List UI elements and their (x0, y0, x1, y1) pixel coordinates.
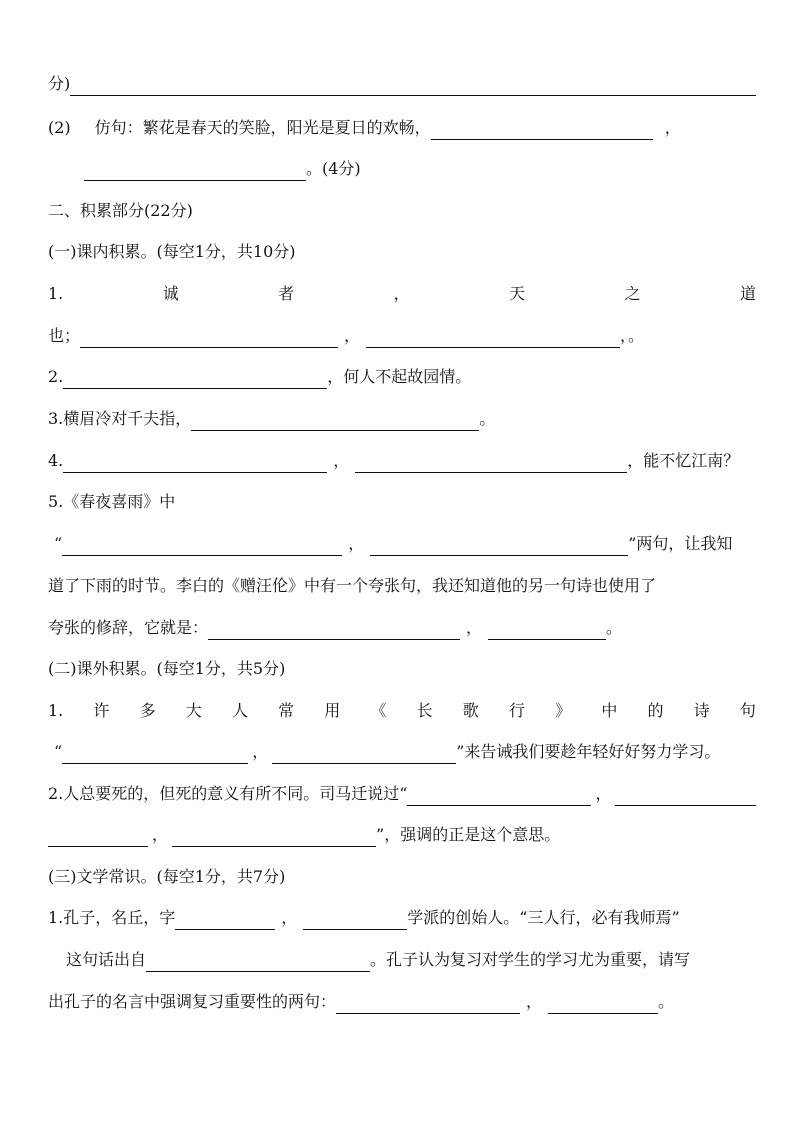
char: 大 (185, 701, 202, 720)
text: “ (54, 534, 63, 553)
text: “ (54, 742, 63, 761)
question-2-imitation (48, 116, 756, 140)
blank[interactable] (84, 162, 306, 181)
char: 天 (509, 284, 526, 303)
blank[interactable] (146, 953, 370, 972)
q4-line (48, 449, 756, 473)
text: 学派的创始人。“三人行，必有我师焉” (407, 908, 680, 927)
w1-blanks (48, 990, 756, 1014)
blank[interactable] (366, 329, 620, 348)
text: 。(4分) (306, 159, 361, 178)
blank[interactable] (355, 454, 627, 473)
blank[interactable] (272, 745, 456, 764)
text: ，。 (620, 326, 645, 345)
char: 1. (48, 701, 64, 720)
blank[interactable] (208, 621, 460, 640)
text: 2.人总要死的，但死的意义有所不同。司马迁说过“ (48, 784, 408, 803)
e2-line (48, 782, 756, 806)
e2-blanks (48, 823, 756, 847)
text: ”两句，让我知 (628, 534, 733, 553)
q1-line (48, 282, 756, 306)
blank[interactable] (370, 537, 628, 556)
text: ， (252, 742, 269, 761)
text: ， (281, 908, 298, 927)
char: 人 (231, 701, 248, 720)
blank[interactable] (615, 787, 756, 806)
text: 。 (606, 618, 623, 637)
question-2-cont (48, 157, 756, 181)
text: 这句话出自 (66, 950, 147, 969)
text: 4. (48, 451, 64, 470)
text: 3.横眉冷对千夫指， (48, 409, 192, 428)
e1-blanks (48, 740, 756, 764)
char: 者 (278, 284, 295, 303)
text: 。 (479, 409, 496, 428)
text: 。孔子认为复习对学生的学习尤为重要，请写 (370, 950, 691, 969)
char: 《 (370, 701, 387, 720)
blank[interactable] (62, 537, 342, 556)
subsection-title: (一)课内积累。(每空1分，共10分) (48, 242, 296, 261)
blank[interactable] (336, 995, 520, 1014)
text: 。 (658, 992, 675, 1011)
e1-line (48, 699, 756, 723)
w1-line (48, 906, 756, 930)
char: 1. (48, 284, 64, 303)
char: ， (393, 284, 410, 303)
char: 长 (416, 701, 433, 720)
q5-blanks-2 (48, 616, 756, 640)
text: 1.孔子，名丘，字 (48, 908, 176, 927)
question-number: (2) (48, 118, 71, 137)
text: ， (526, 992, 543, 1011)
q5-blanks (48, 532, 756, 556)
text: ， (466, 618, 483, 637)
blank[interactable] (303, 911, 407, 930)
subsection-title: (三)文学常识。(每空1分，共7分) (48, 867, 286, 886)
q3-line (48, 407, 756, 431)
q5-line: 5.《春夜喜雨》中 (48, 492, 176, 511)
char: 中 (601, 701, 618, 720)
text: 出孔子的名言中强调复习重要性的两句： (48, 992, 337, 1011)
char: 行 (508, 701, 525, 720)
char: 道 (739, 284, 756, 303)
text: ， (348, 534, 365, 553)
char: 的 (647, 701, 664, 720)
section-title: 二、积累部分(22分) (48, 201, 193, 220)
text: 也； (48, 326, 81, 345)
blank[interactable] (70, 77, 756, 96)
blank[interactable] (191, 412, 479, 431)
answer-line-1 (48, 72, 756, 96)
blank[interactable] (407, 787, 591, 806)
char: 多 (139, 701, 156, 720)
char: 句 (739, 701, 756, 720)
text: ，何人不起故园情。 (327, 367, 472, 386)
text: ， (344, 326, 361, 345)
blank[interactable] (488, 621, 606, 640)
q5-text: 道了下雨的时节。李白的《赠汪伦》中有一个夸张句，我还知道他的另一句诗也使用了 (48, 576, 657, 595)
q2-line (48, 365, 756, 389)
text: 2. (48, 367, 64, 386)
blank[interactable] (175, 911, 275, 930)
char: 》 (555, 701, 572, 720)
blank[interactable] (172, 828, 376, 847)
text: ， (664, 118, 681, 137)
blank[interactable] (62, 745, 248, 764)
blank[interactable] (548, 995, 658, 1014)
char: 之 (624, 284, 641, 303)
char: 诚 (162, 284, 179, 303)
subsection-title: (二)课外积累。(每空1分，共5分) (48, 659, 286, 678)
text: 夸张的修辞，它就是： (48, 618, 209, 637)
blank[interactable] (48, 828, 148, 847)
q1-blanks (48, 324, 756, 348)
text: ， (595, 784, 612, 803)
char: 诗 (693, 701, 710, 720)
blank[interactable] (63, 370, 327, 389)
text: ， (333, 451, 350, 470)
text: ”，强调的正是这个意思。 (376, 825, 561, 844)
text: 仿句：繁花是春天的笑脸，阳光是夏日的欢畅， (94, 118, 431, 137)
char: 常 (278, 701, 295, 720)
text: ，能不忆江南？ (627, 451, 740, 470)
text: ”来告诫我们要趁年轻好好努力学习。 (456, 742, 721, 761)
w1-cont (66, 948, 756, 972)
blank[interactable] (80, 329, 338, 348)
char: 歌 (462, 701, 479, 720)
text: 分) (48, 74, 71, 93)
char: 许 (93, 701, 110, 720)
char: 用 (324, 701, 341, 720)
blank[interactable] (431, 121, 653, 140)
text: ， (152, 825, 169, 844)
blank[interactable] (63, 454, 327, 473)
